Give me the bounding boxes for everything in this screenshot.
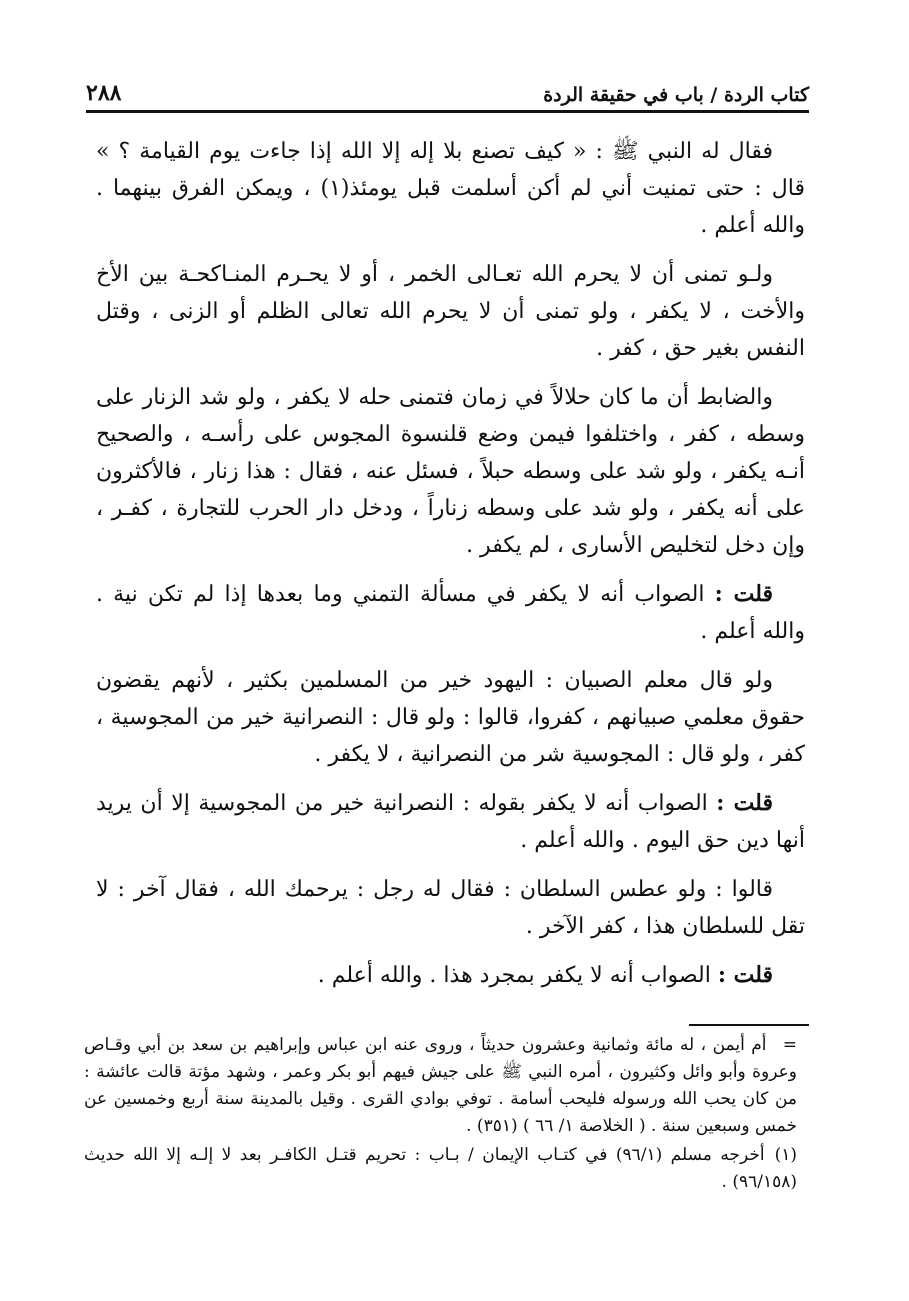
paragraph-text: الصواب أنه لا يكفر بمجرد هذا . والله أعلم . xyxy=(317,963,711,988)
footnote-mark: (١) xyxy=(774,1145,797,1165)
footnote xyxy=(84,1032,797,1140)
paragraph xyxy=(96,785,805,859)
paragraph-text: فقال له النبي ﷺ : « كيف تصنع بلا إله إلا الله إذا جاءت يوم القيامة ؟ » قال : حتى تمنيت أني لم أكن أسلمت قبل يومئذ(١) ، ويمكن الفرق بينهما . والله أعلم . xyxy=(96,139,805,238)
footnote-text: أخرجه مسلم (٩٦/١) في كتـاب الإيمان / بـاب : تحريم قتـل الكافـر بعد لا إلـه إلا الله حديث (٩٦/١٥٨) . xyxy=(84,1145,797,1192)
paragraph-text: قالوا : ولو عطس السلطان : فقال له رجل : يرحمك الله ، فقال آخر : لا تقل للسلطان هذا ، كفر الآخر . xyxy=(96,877,805,939)
paragraph-text: الصواب أنه لا يكفر بقوله : النصرانية خير من المجوسية إلا أن يريد أنها دين حق اليوم . والله أعلم . xyxy=(96,791,805,853)
footnote-text: أم أيمن ، له مائة وثمانية وعشرون حديثاً ، وروى عنه ابن عباس وإبراهيم بن سعد بن أبي وقـاص وعروة وأبو وائل وكثيرون ، أمره النبي ﷺ على جيش فيهم أبو بكر وعمر ، وشهد مؤتة قالت عائشة : من كان يحب الله ورسوله فليحب أسامة . توفي بوادي القرى . وقيل بالمدينة سنة أربع وخمسين عن خمس وسبعين سنة . ( الخلاصة ١/ ٦٦ ) (٣٥١) . xyxy=(84,1035,797,1136)
footnotes xyxy=(84,1032,797,1198)
footnote-mark: = xyxy=(782,1035,798,1055)
paragraph xyxy=(96,957,805,994)
header-rule xyxy=(86,110,809,113)
paragraph xyxy=(96,379,805,564)
paragraph-text: الصواب أنه لا يكفر في مسألة التمني وما بعدها إذا لم تكن نية . والله أعلم . xyxy=(96,582,805,644)
paragraph-text: ولو قال معلم الصبيان : اليهود خير من المسلمين بكثير ، لأنهم يقضون حقوق معلمي صبيانهم ، كفروا، قالوا : ولو قال : النصرانية خير من المجوسية ، كفر ، ولو قال : المجوسية شر من النصرانية ، لا يكفر . xyxy=(96,668,805,767)
paragraph xyxy=(96,871,805,945)
footnote-rule xyxy=(689,1024,809,1026)
paragraph-lead: قلت : xyxy=(717,962,773,988)
paragraph xyxy=(96,133,805,244)
paragraph xyxy=(96,256,805,367)
paragraph xyxy=(96,576,805,650)
paragraph-text: والضابط أن ما كان حلالاً في زمان فتمنى حله لا يكفر ، ولو شد الزنار على وسطه ، كفر ، واختلفوا فيمن وضع قلنسوة المجوس على رأسـه ، والصحيح أنـه يكفر ، ولو شد على وسطه حبلاً ، فسئل عنه ، فقال : هذا زنار ، فالأكثرون على أنه يكفر ، ولو شد على وسطه زناراً ، ودخل دار الحرب للتجارة ، كفـر ، وإن دخل لتخليص الأسارى ، لم يكفر . xyxy=(96,385,805,558)
paragraph-lead: قلت : xyxy=(716,790,773,816)
paragraph xyxy=(96,662,805,773)
page-header xyxy=(86,66,809,106)
paragraph-text: ولـو تمنى أن لا يحرم الله تعـالى الخمر ، أو لا يحـرم المنـاكحـة بين الأخ والأخت ، لا يكفر ، ولو تمنى أن لا يحرم الله تعالى الظلم أو الزنى ، وقتل النفس بغير حق ، كفر . xyxy=(96,262,805,361)
paragraph-lead: قلت : xyxy=(714,581,774,607)
footnote xyxy=(84,1142,797,1196)
main-text xyxy=(96,133,805,1006)
page-number: ٢٨٨ xyxy=(86,80,122,106)
running-title: كتاب الردة / باب في حقيقة الردة xyxy=(543,84,809,106)
